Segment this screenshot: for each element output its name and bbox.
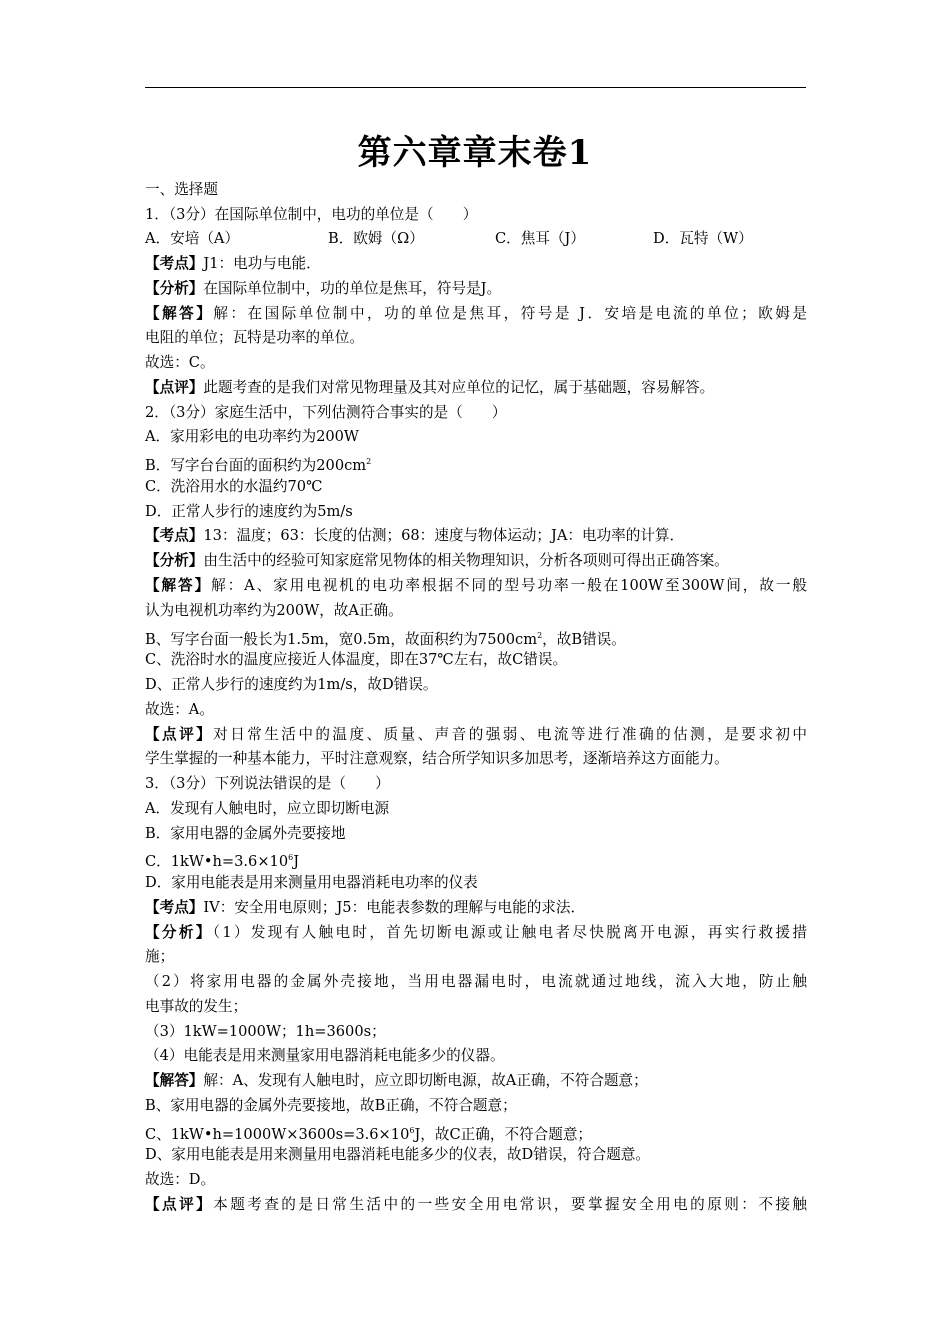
q3-fenxi-line6: （4）电能表是用来测量家用电器消耗电能多少的仪器。 — [145, 1047, 505, 1064]
q2-jieda-line5: D、正常人步行的速度约为1m/s，故D错误。 — [145, 676, 438, 693]
q2-stem: 2．（3分）家庭生活中，下列估测符合事实的是（ ） — [145, 404, 507, 421]
q3-jieda-line2: B、家用电器的金属外壳要接地，故B正确，不符合题意； — [145, 1097, 517, 1114]
q1-dianping-text: 此题考查的是我们对常见物理量及其对应单位的记忆，属于基础题，容易解答。 — [203, 379, 715, 396]
q2-dianping-text: 对日常生活中的温度、质量、声音的强弱、电流等进行准确的估测，是要求初中 — [213, 726, 807, 743]
q1-options — [145, 226, 753, 251]
q3-kaodian — [145, 895, 585, 920]
q3-answer: 故选：D。 — [145, 1171, 216, 1188]
jieda-tag: 【解答】 — [145, 1072, 204, 1089]
kaodian-tag: 【考点】 — [145, 899, 204, 916]
q3-option-c — [145, 845, 299, 870]
fenxi-tag: 【分析】 — [145, 552, 204, 569]
q2-kaodian-text: 13：温度；63：长度的估测；68：速度与物体运动；JA：电功率的计算． — [203, 527, 685, 544]
q3-fenxi-text: （1）发现有人触电时，首先切断电源或让触电者尽快脱离开电源，再实行救援措 — [212, 924, 807, 941]
q1-option-a: A．安培（A） — [145, 230, 240, 247]
q1-dianping — [145, 375, 714, 400]
q3-dianping — [145, 1192, 807, 1217]
q2-answer: 故选：A。 — [145, 701, 214, 718]
q3-jieda-text: 解：A、发现有人触电时，应立即切断电源，故A正确，不符合题意； — [203, 1072, 648, 1089]
jieda-tag: 【解答】 — [145, 577, 212, 594]
q3-fenxi-line4: 电事故的发生； — [145, 998, 248, 1015]
q2-fenxi-text: 由生活中的经验可知家庭常见物体的相关物理知识，分析各项则可得出正确答案。 — [203, 552, 729, 569]
q2-jieda-line2: 认为电视机功率约为200W，故A正确。 — [145, 602, 403, 619]
q2-option-b-text: B．写字台台面的面积约为200cm — [145, 457, 367, 474]
q1-option-b: B．欧姆（Ω） — [328, 230, 424, 247]
q2-jieda-line4: C、洗浴时水的温度应接近人体温度，即在37℃左右，故C错误。 — [145, 651, 568, 668]
q2-option-a: A．家用彩电的电功率约为200W — [145, 428, 359, 445]
fenxi-tag: 【分析】 — [145, 924, 213, 941]
q1-kaodian-text: J1：电功与电能． — [203, 255, 321, 272]
q2-jieda — [145, 573, 807, 598]
q3-stem: 3．（3分）下列说法错误的是（ ） — [145, 775, 390, 792]
q2-option-c: C．洗浴用水的水温约70℃ — [145, 478, 323, 495]
q3-fenxi-line2: 施； — [145, 948, 175, 965]
q2-jieda-line3-end: ，故B错误。 — [542, 631, 626, 648]
q2-dianping — [145, 722, 807, 747]
q3-jieda-line3 — [145, 1118, 592, 1143]
q1-jieda-cont: 电阻的单位；瓦特是功率的单位。 — [145, 329, 364, 346]
superscript: 2 — [366, 457, 372, 466]
superscript: 6 — [288, 853, 294, 862]
q1-jieda — [145, 301, 807, 326]
dianping-tag: 【点评】 — [145, 1196, 214, 1213]
q1-kaodian — [145, 251, 321, 276]
q1-fenxi — [145, 276, 501, 301]
section-heading: 一、选择题 — [145, 181, 218, 198]
superscript: 2 — [537, 631, 543, 640]
q2-dianping-cont: 学生掌握的一种基本能力，平时注意观察，结合所学知识多加思考，逐渐培养这方面能力。 — [145, 750, 729, 767]
q1-jieda-text: 解：在国际单位制中，功的单位是焦耳，符号是 J．安培是电流的单位；欧姆是 — [213, 305, 807, 322]
q2-jieda-line3 — [145, 623, 626, 648]
q3-kaodian-text: IV：安全用电原则；J5：电能表参数的理解与电能的求法． — [203, 899, 586, 916]
q3-option-c-end: J — [293, 853, 300, 870]
page-title: 第六章章末卷1 — [357, 133, 593, 173]
q1-stem: 1．（3分）在国际单位制中，电功的单位是（ ） — [145, 206, 478, 223]
kaodian-tag: 【考点】 — [145, 255, 204, 272]
jieda-tag: 【解答】 — [145, 305, 214, 322]
q3-jieda-line3-text: C、1kW•h=1000W×3600s=3.6×10 — [145, 1126, 410, 1143]
fenxi-tag: 【分析】 — [145, 280, 204, 297]
dianping-tag: 【点评】 — [145, 726, 214, 743]
header-rule — [145, 87, 806, 88]
q3-option-b: B．家用电器的金属外壳要接地 — [145, 825, 346, 842]
q3-dianping-text: 本题考查的是日常生活中的一些安全用电常识，要掌握安全用电的原则：不接触 — [213, 1196, 807, 1213]
q2-jieda-text: 解：A、家用电视机的电功率根据不同的型号功率一般在100W至300W间，故一般 — [211, 577, 807, 594]
q2-fenxi — [145, 548, 729, 573]
q2-option-b — [145, 449, 371, 474]
q1-option-d: D．瓦特（W） — [653, 230, 753, 247]
q3-fenxi — [145, 920, 807, 945]
superscript: 6 — [409, 1126, 415, 1135]
q1-fenxi-text: 在国际单位制中，功的单位是焦耳，符号是J。 — [203, 280, 502, 297]
q3-option-a: A．发现有人触电时，应立即切断电源 — [145, 800, 390, 817]
q3-fenxi-line5: （3）1kW=1000W；1h=3600s； — [145, 1023, 386, 1040]
q3-jieda-line4: D、家用电能表是用来测量用电器消耗电能多少的仪表，故D错误，符合题意。 — [145, 1146, 650, 1163]
dianping-tag: 【点评】 — [145, 379, 204, 396]
q1-answer: 故选：C。 — [145, 354, 215, 371]
q2-jieda-line3-text: B、写字台面一般长为1.5m，宽0.5m，故面积约为7500cm — [145, 631, 538, 648]
q3-jieda-line3-end: J，故C正确，不符合题意； — [414, 1126, 593, 1143]
q2-kaodian — [145, 523, 684, 548]
q1-option-c: C．焦耳（J） — [495, 230, 585, 247]
q2-option-d: D．正常人步行的速度约为5m/s — [145, 503, 353, 520]
q3-option-c-text: C．1kW•h=3.6×10 — [145, 853, 289, 870]
kaodian-tag: 【考点】 — [145, 527, 204, 544]
q3-fenxi-line3: （2）将家用电器的金属外壳接地，当用电器漏电时，电流就通过地线，流入大地，防止触 — [145, 973, 807, 990]
q3-option-d: D．家用电能表是用来测量用电器消耗电功率的仪表 — [145, 874, 478, 891]
q3-jieda — [145, 1068, 648, 1093]
